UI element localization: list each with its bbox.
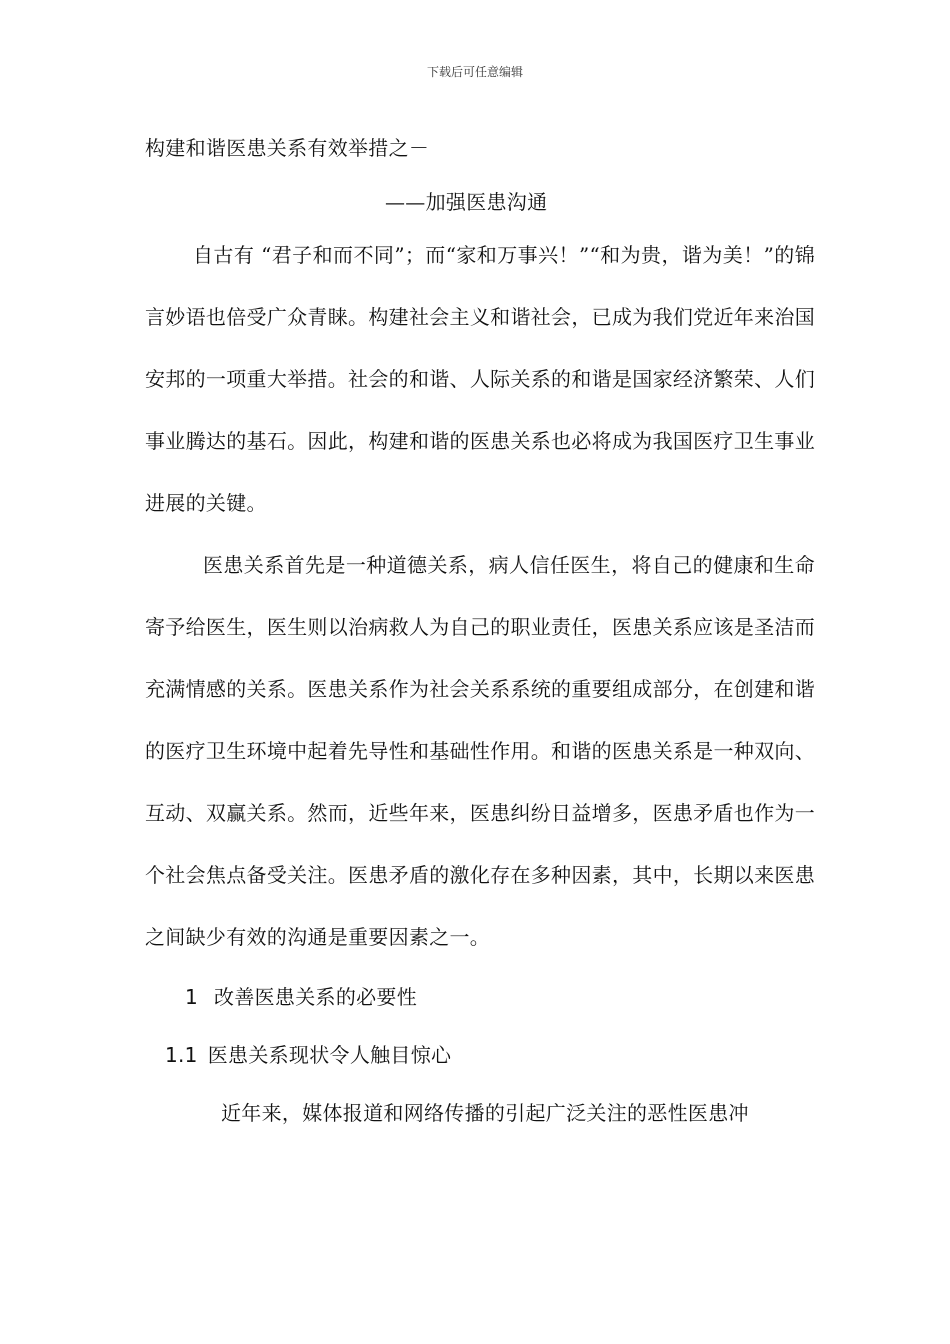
document-body [145,132,815,1142]
paragraph-doctor-patient-relation: 医患关系首先是一种道德关系，病人信任医生，将自己的健康和生命寄予给医生，医生则以治病救人为自己的职业责任，医患关系应该是圣洁而充满情感的关系。医患关系作为社会关系系统的重要组成部分，在创建和谐的医疗卫生环境中起着先导性和基础性作用。和谐的医患关系是一种双向、互动、双赢关系。然而，近些年来，医患纠纷日益增多，医患矛盾也作为一个社会焦点备受关注。医患矛盾的激化存在多种因素，其中，长期以来医患之间缺少有效的沟通是重要因素之一。 [145,553,815,949]
section-number: 1 [185,985,199,1009]
section-title: 改善医患关系的必要性 [214,985,418,1009]
section-title: 医患关系现状令人触目惊心 [207,1043,452,1067]
header-note: 下载后可任意编辑 [426,65,523,79]
section-heading-1-1 [145,1026,815,1084]
paragraph-intro: 自古有 “君子和而不同”；而“家和万事兴！”“和为贵，谐为美！”的锦言妙语也倍受广众青睐。构建社会主义和谐社会，已成为我们党近年来治国安邦的一项重大举措。社会的和谐、人际关系的和谐是国家经济繁荣、人们事业腾达的基石。因此，构建和谐的医患关系也必将成为我国医疗卫生事业进展的关键。 [145,243,815,515]
document-subtitle: ——加强医患沟通 [385,190,548,214]
section-heading-1 [145,968,815,1026]
section-1-1-paragraph: 近年来，媒体报道和网络传播的引起广泛关注的恶性医患冲 [221,1101,749,1125]
section-number: 1.1 [165,1043,198,1067]
document-title: 构建和谐医患关系有效举措之－ [145,136,430,160]
